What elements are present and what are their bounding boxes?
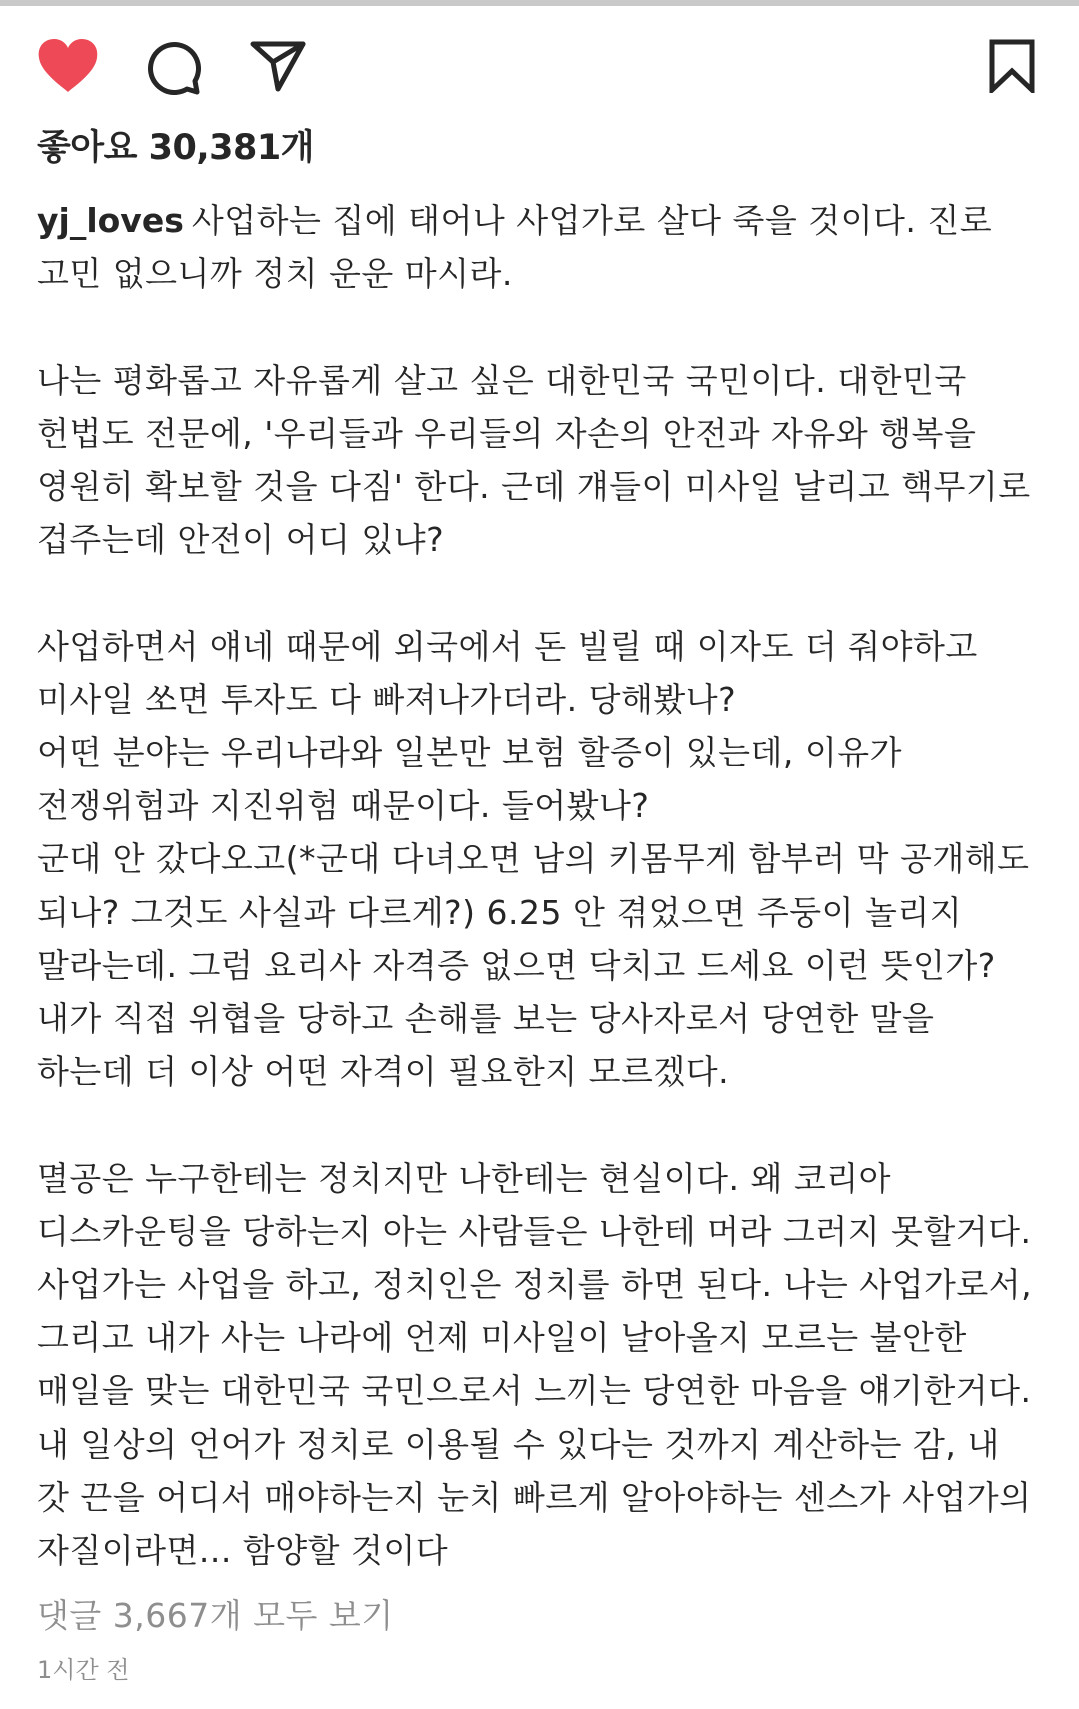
caption-line: 내 일상의 언어가 정치로 이용될 수 있다는 것까지 계산하는 감, 내 [37, 1424, 1000, 1464]
save-button[interactable] [976, 30, 1048, 102]
caption-line: 자질이라면... 함양할 것이다 [37, 1531, 449, 1571]
caption-line: 사업하면서 얘네 때문에 외국에서 돈 빌릴 때 이자도 더 줘야하고 [37, 626, 978, 666]
caption-line: 내가 직접 위협을 당하고 손해를 보는 당사자로서 당연한 말을 [37, 999, 935, 1039]
view-all-comments-link[interactable]: 댓글 3,667개 모두 보기 [37, 1596, 394, 1636]
like-button[interactable] [32, 30, 104, 102]
paper-plane-icon [250, 40, 306, 92]
comment-bubble-icon [143, 37, 201, 95]
caption-line: 고민 없으니까 정치 운운 마시라. [37, 254, 513, 294]
share-button[interactable] [242, 30, 314, 102]
likes-count[interactable]: 좋아요 30,381개 [37, 128, 314, 168]
comment-button[interactable] [136, 30, 208, 102]
caption-spacer [37, 566, 1047, 619]
caption-line: 영원히 확보할 것을 다짐' 한다. 근데 걔들이 미사일 날리고 핵무기로 [37, 467, 1031, 506]
heart-filled-icon [37, 38, 99, 94]
caption-line: 나는 평화롭고 자유롭게 살고 싶은 대한민국 국민이다. 대한민국 [37, 360, 967, 400]
bookmark-icon [989, 39, 1035, 93]
caption-spacer [37, 300, 1047, 353]
caption-line: 디스카운팅을 당하는지 아는 사람들은 나한테 머라 그러지 못할거다. [37, 1211, 1032, 1251]
caption-line: 말라는데. 그럼 요리사 자격증 없으면 닥치고 드세요 이런 뜻인가? [37, 945, 996, 985]
caption-line: 멸공은 누구한테는 정치지만 나한테는 현실이다. 왜 코리아 [37, 1158, 891, 1198]
post-caption [37, 194, 1047, 1577]
caption-text: 사업하는 집에 태어나 사업가로 살다 죽을 것이다. 진로 [191, 201, 993, 240]
caption-line [37, 194, 1047, 247]
caption-line: 전쟁위험과 지진위험 때문이다. 들어봤나? [37, 786, 650, 826]
caption-line: 그리고 내가 사는 나라에 언제 미사일이 날아올지 모르는 불안한 [37, 1318, 967, 1358]
caption-line: 어떤 분야는 우리나라와 일본만 보험 할증이 있는데, 이유가 [37, 733, 902, 772]
post-details [37, 122, 1047, 1687]
caption-line: 갓 끈을 어디서 매야하는지 눈치 빠르게 알아야하는 센스가 사업가의 [37, 1477, 1032, 1517]
caption-line: 매일을 맞는 대한민국 국민으로서 느끼는 당연한 마음을 얘기한거다. [37, 1371, 1032, 1411]
post-action-bar [0, 30, 1079, 110]
top-divider [0, 0, 1079, 6]
caption-line: 미사일 쏘면 투자도 다 빠져나가더라. 당해봤나? [37, 679, 737, 719]
caption-line: 사업가는 사업을 하고, 정치인은 정치를 하면 된다. 나는 사업가로서, [37, 1265, 1033, 1305]
caption-line: 겁주는데 안전이 어디 있냐? [37, 520, 445, 560]
caption-spacer [37, 1098, 1047, 1151]
caption-line: 하는데 더 이상 어떤 자격이 필요한지 모르겠다. [37, 1052, 730, 1092]
caption-line: 군대 안 갔다오고(*군대 다녀오면 남의 키몸무게 함부러 막 공개해도 [37, 839, 1030, 879]
post-timestamp: 1시간 전 [37, 1656, 130, 1685]
caption-line: 되나? 그것도 사실과 다르게?) 6.25 안 겪었으면 주둥이 놀리지 [37, 892, 963, 932]
username[interactable]: yj_loves [37, 201, 184, 240]
caption-line: 헌법도 전문에, '우리들과 우리들의 자손의 안전과 자유와 행복을 [37, 413, 977, 453]
